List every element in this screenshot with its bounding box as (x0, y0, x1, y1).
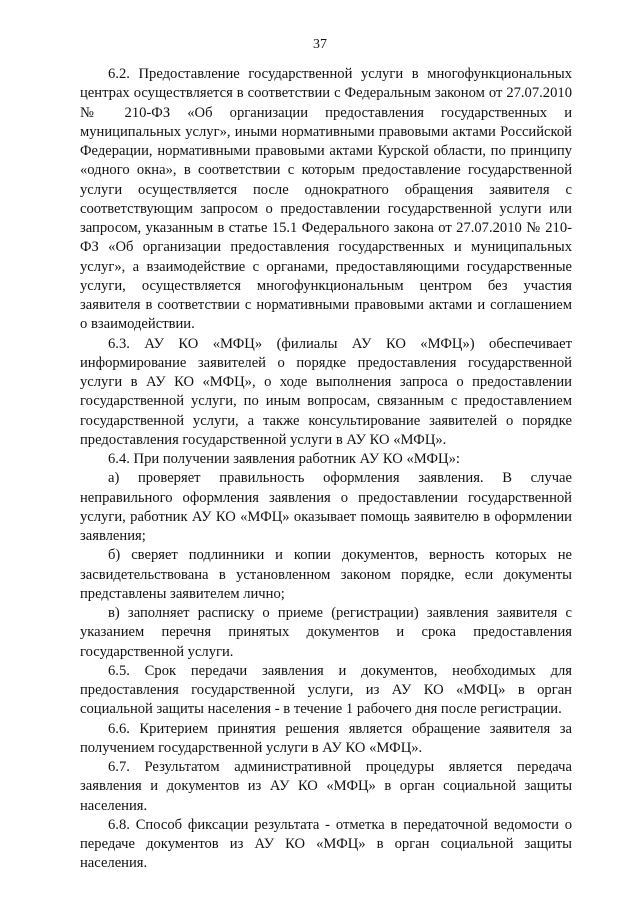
paragraph-6-4-b: б) сверяет подлинники и копии документов, верность которых не засвидетельствована в установленном законом порядке, если документы представлены заявителем лично; (80, 547, 572, 602)
paragraph-6-5: 6.5. Срок передачи заявления и документов, необходимых для предоставления государственной услуги, из АУ КО «МФЦ» в орган социальной защиты населения - в течение 1 рабочего дня после регистрации. (80, 662, 572, 718)
paragraph-6-7: 6.7. Результатом административной процедуры является передача заявления и документов из АУ КО «МФЦ» в орган социальной защиты населения. (80, 759, 572, 814)
page-number: 37 (313, 37, 327, 52)
paragraph-6-2: 6.2. Предоставление государственной услуги в многофункциональных центрах осуществляется в соответствии с Федеральным законом от 27.07.2010 № 210-ФЗ «Об организации предоставления государственных и муниципальных услуг», иными нормативными правовыми актами Российской Федерации, нормативными правовыми актами Курской области, по принципу «одного окна», в соответствии с которым предоставление государственной услуги осуществляется после однократного обращения заявителя с соответствующим запросом о предоставлении государственной услуги или запросом, указанным в статье 15.1 Федерального закона от 27.07.2010 № 210-ФЗ «Об организации предоставления государственных и муниципальных услуг», а взаимодействие с органами, предоставляющими государственные услуги, осуществляется многофункциональным центром без участия заявителя в соответствии с нормативными правовыми актами и соглашением о взаимодействии. (80, 66, 572, 333)
document-body (80, 65, 572, 874)
paragraph-6-3: 6.3. АУ КО «МФЦ» (филиалы АУ КО «МФЦ») обеспечивает информирование заявителей о порядке предоставления государственной услуги в АУ КО «МФЦ», о ходе выполнения запроса о предоставлении государственной услуги, по иным вопросам, связанным с предоставлением государственной услуги, а также консультирование заявителей о порядке предоставления государственной услуги в АУ КО «МФЦ». (80, 335, 572, 448)
paragraph-6-4-a: а) проверяет правильность оформления заявления. В случае неправильного оформления заявления о предоставлении государственной услуги, работник АУ КО «МФЦ» оказывает помощь заявителю в оформлении заявления; (80, 470, 572, 544)
paragraph-6-4-v: в) заполняет расписку о приеме (регистрации) заявления заявителя с указанием перечня принятых документов и срока предоставления государственной услуги. (80, 605, 572, 660)
paragraph-6-8: 6.8. Способ фиксации результата - отметка в передаточной ведомости о передаче документов из АУ КО «МФЦ» в орган социальной защиты населения. (80, 816, 572, 872)
paragraph-6-6: 6.6. Критерием принятия решения является обращение заявителя за получением государственной услуги в АУ КО «МФЦ». (80, 720, 572, 756)
paragraph-6-4: 6.4. При получении заявления работник АУ КО «МФЦ»: (108, 451, 460, 467)
